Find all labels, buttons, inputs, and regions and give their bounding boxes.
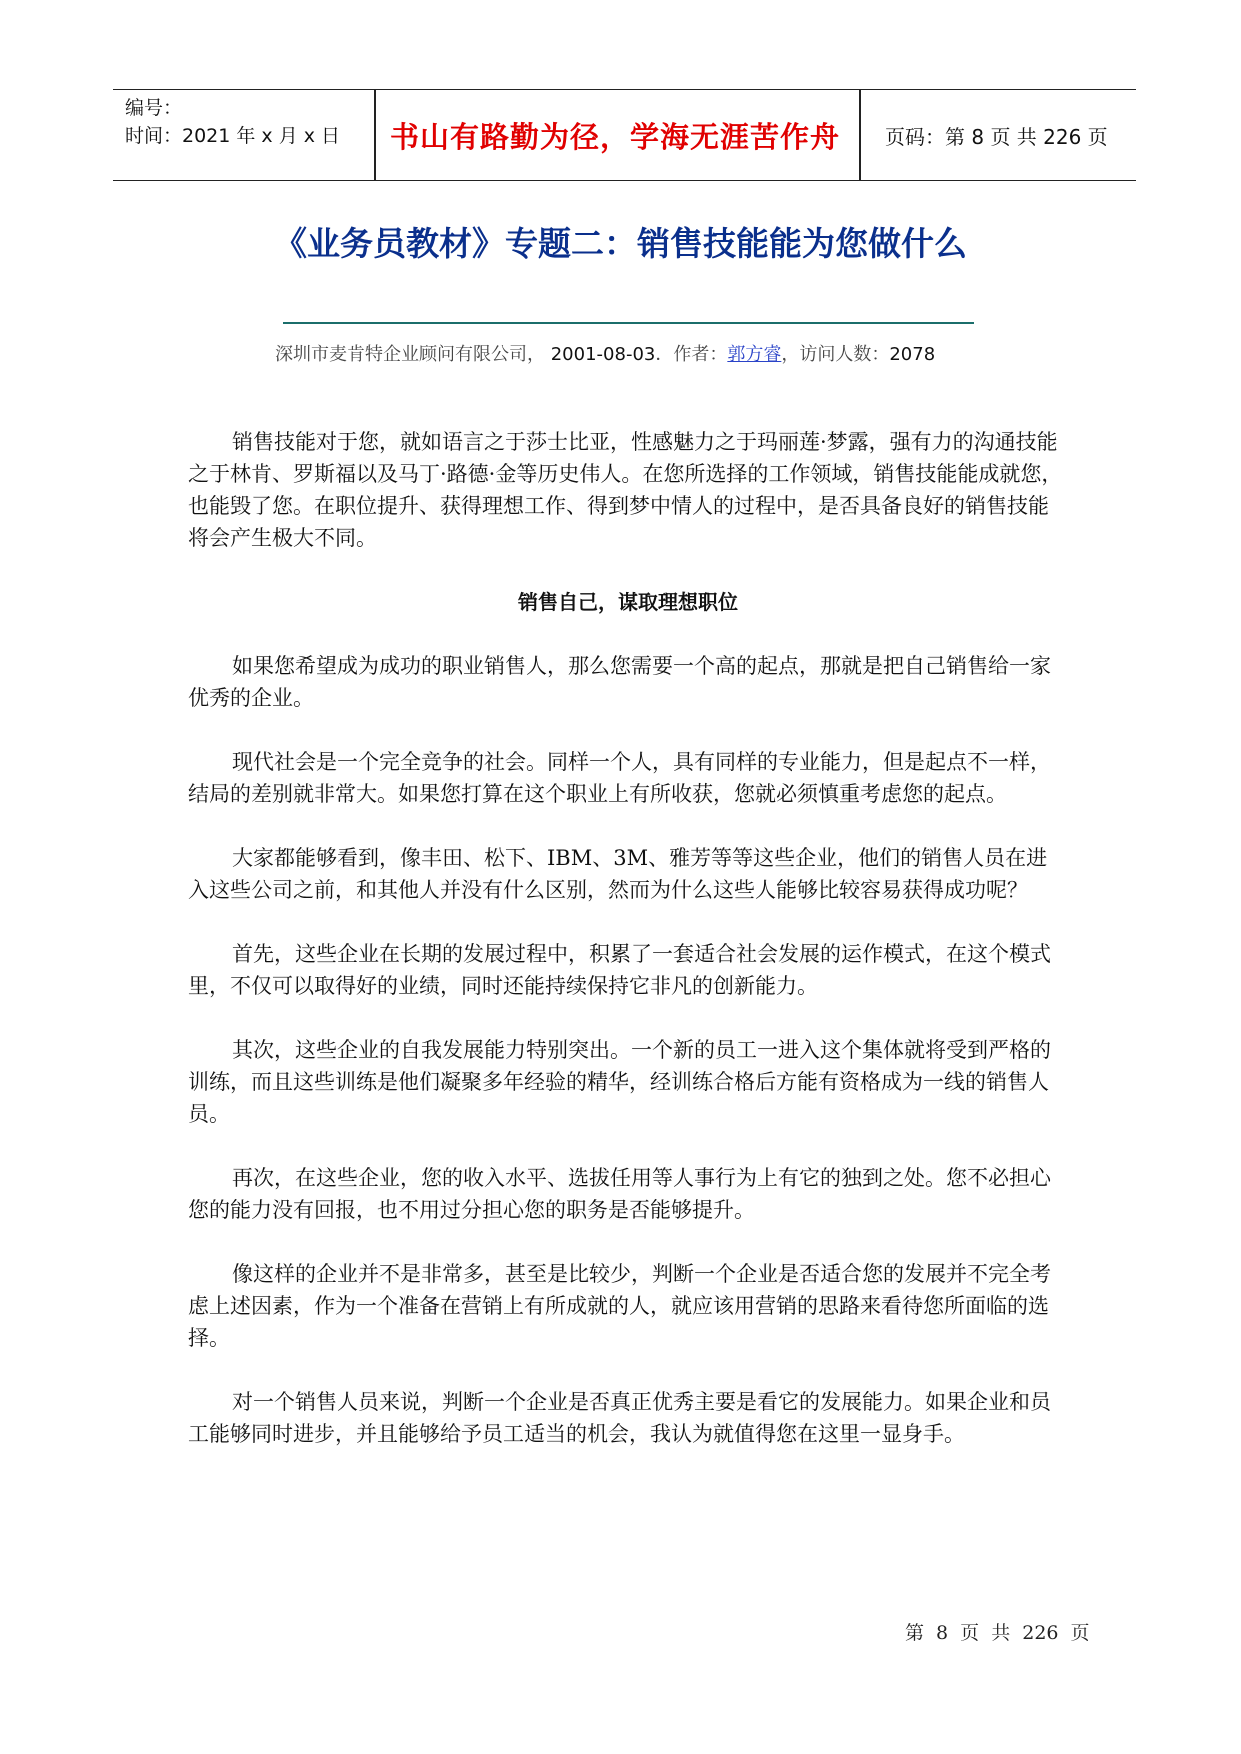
body-paragraph: 对一个销售人员来说，判断一个企业是否真正优秀主要是看它的发展能力。如果企业和员工能够同时进步，并且能够给予员工适当的机会，我认为就值得您在这里一显身手。 (188, 1390, 1051, 1446)
section-heading: 销售自己，谋取理想职位 (518, 590, 738, 614)
body-paragraph: 如果您希望成为成功的职业销售人，那么您需要一个高的起点，那就是把自己销售给一家优秀的企业。 (188, 654, 1051, 710)
body-paragraph: 首先，这些企业在长期的发展过程中，积累了一套适合社会发展的运作模式，在这个模式里，不仅可以取得好的业绩，同时还能持续保持它非凡的创新能力。 (188, 942, 1051, 998)
header-motto: 书山有路勤为径，学海无涯苦作舟 (389, 119, 840, 154)
number-label: 编号： (125, 97, 183, 119)
document-header (113, 89, 1136, 181)
author-link[interactable]: 郭方睿 (727, 344, 782, 365)
header-meta (125, 94, 375, 150)
body-paragraph: 大家都能够看到，像丰田、松下、IBM、3M、雅芳等等这些企业，他们的销售人员在进入这些公司之前，和其他人并没有什么区别，然而为什么这些人能够比较容易获得成功呢？ (188, 846, 1048, 902)
time-label: 时间：2021 年 x 月 x 日 (125, 125, 341, 147)
article-body (188, 426, 1068, 1482)
intro-paragraph: 销售技能对于您，就如语言之于莎士比亚，性感魅力之于玛丽莲·梦露，强有力的沟通技能之于林肯、罗斯福以及马丁·路德·金等历史伟人。在您所选择的工作领域，销售技能能成就您，也能毁了您。在职位提升、获得理想工作、得到梦中情人的过程中，是否具备良好的销售技能将会产生极大不同。 (188, 430, 1063, 550)
company-name: 深圳市麦肯特企业顾问有限公司， (275, 344, 545, 365)
page-title: 《业务员教材》专题二：销售技能能为您做什么 (274, 224, 967, 263)
publish-date: 2001-08-03 (550, 344, 656, 365)
visitor-count: 2078 (889, 344, 936, 365)
header-divider (859, 90, 861, 180)
body-paragraph: 像这样的企业并不是非常多，甚至是比较少，判断一个企业是否适合您的发展并不完全考虑上述因素，作为一个准备在营销上有所成就的人，就应该用营销的思路来看待您所面临的选择。 (188, 1262, 1051, 1350)
body-paragraph: 其次，这些企业的自我发展能力特别突出。一个新的员工一进入这个集体就将受到严格的训练，而且这些训练是他们凝聚多年经验的精华，经训练合格后方能有资格成为一线的销售人员。 (188, 1038, 1051, 1126)
page-footer: 第 8 页 共 226 页 (905, 1622, 1090, 1644)
author-label: ．作者： (655, 344, 728, 365)
article-meta (275, 340, 935, 366)
title-rule (283, 322, 974, 324)
body-paragraph: 再次，在这些企业，您的收入水平、选拔任用等人事行为上有它的独到之处。您不必担心您的能力没有回报，也不用过分担心您的职务是否能够提升。 (188, 1166, 1051, 1222)
body-paragraph: 现代社会是一个完全竞争的社会。同样一个人，具有同样的专业能力，但是起点不一样，结局的差别就非常大。如果您打算在这个职业上有所收获，您就必须慎重考虑您的起点。 (188, 750, 1051, 806)
header-page-info: 页码：第 8 页 共 226 页 (885, 124, 1108, 149)
visitors-label: ，访问人数： (781, 344, 890, 365)
